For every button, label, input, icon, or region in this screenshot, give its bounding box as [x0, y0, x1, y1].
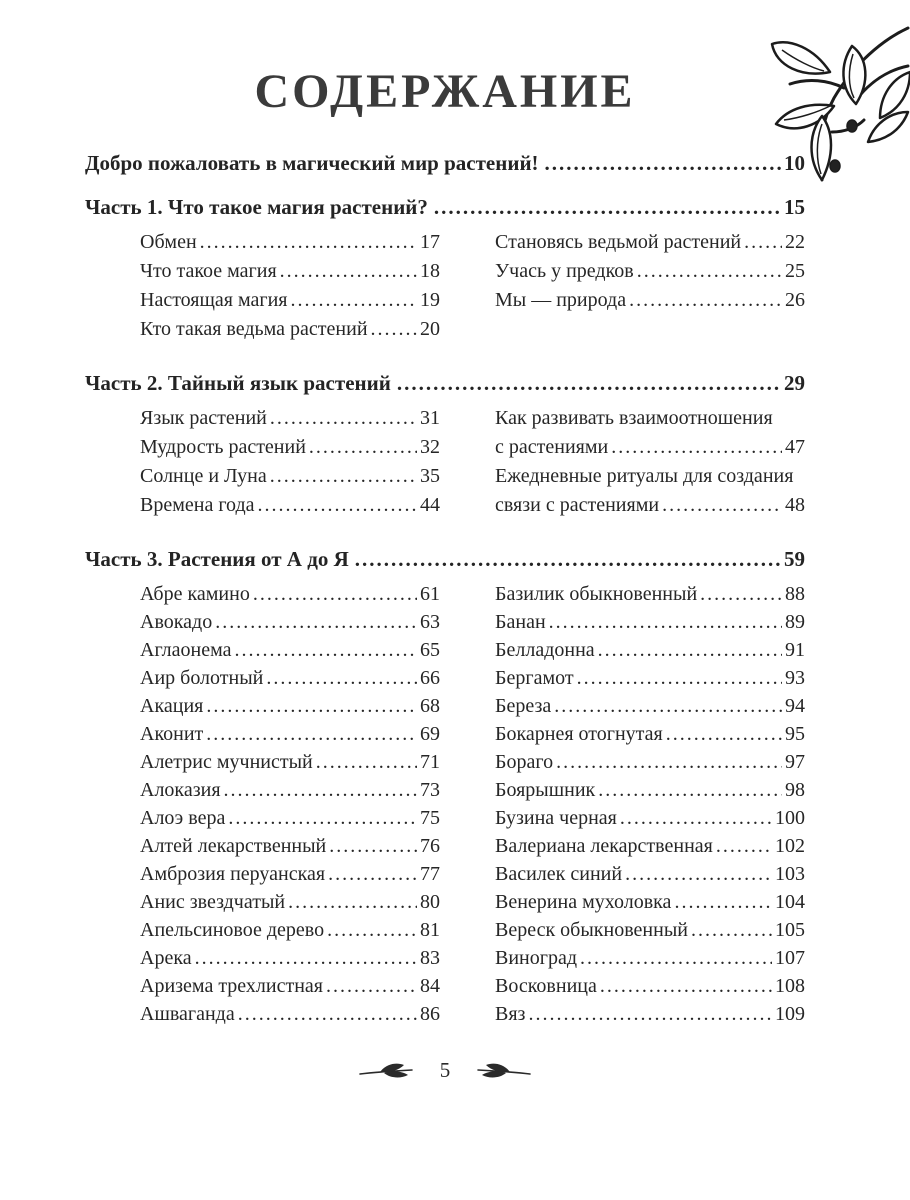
toc-entry-page: 71: [420, 751, 440, 773]
toc-entry-page: 19: [420, 289, 440, 311]
toc-entry-label: Бораго: [495, 751, 554, 773]
toc-entry-page: 48: [785, 494, 805, 516]
toc-entry-label: Акация: [140, 695, 204, 717]
toc-entry: [495, 636, 805, 664]
toc-entry: [495, 944, 805, 972]
leader-dots: [206, 720, 417, 748]
leader-dots: [327, 916, 417, 944]
toc-intro-label: Добро пожаловать в магический мир растений!: [85, 151, 539, 175]
toc-column-left: [85, 228, 440, 344]
leader-dots: [234, 636, 417, 664]
toc-entry-label: Базилик обыкновенный: [495, 583, 698, 605]
leader-dots: [637, 257, 782, 286]
toc-section-heading-page: 29: [784, 371, 805, 395]
toc-entry: [140, 462, 440, 491]
botanical-corner-illustration: [732, 14, 910, 204]
toc-entry-label: Бузина черная: [495, 807, 617, 829]
toc-entry: [140, 972, 440, 1000]
toc-entry: [140, 315, 440, 344]
toc-entry: [495, 776, 805, 804]
toc-entry: [140, 692, 440, 720]
toc-entry: [495, 692, 805, 720]
toc-entry: [140, 888, 440, 916]
toc-entry: [140, 257, 440, 286]
toc-entry-page: 63: [420, 611, 440, 633]
toc-intro: [85, 148, 805, 178]
toc-entry-label: Учась у предков: [495, 260, 634, 282]
toc-entry-label: Язык растений: [140, 407, 267, 429]
toc-entry-label: Береза: [495, 695, 552, 717]
toc-entry-label: Ежедневные ритуалы для создания: [495, 465, 794, 487]
leader-dots: [611, 433, 782, 462]
toc-section: [85, 368, 805, 520]
toc-entry-page: 35: [420, 465, 440, 487]
toc-entry-label: Апельсиновое дерево: [140, 919, 325, 941]
leaf-arrow-ornament-right: [476, 1060, 532, 1080]
toc-entry-label: Аир болотный: [140, 667, 264, 689]
toc-entry-page: 88: [785, 583, 805, 605]
toc-entry-page: 18: [420, 260, 440, 282]
toc-entry-page: 26: [785, 289, 805, 311]
leader-dots: [620, 804, 772, 832]
toc-entry-page: 68: [420, 695, 440, 717]
toc-entry-label: Виноград: [495, 947, 578, 969]
toc-section: [85, 192, 805, 344]
toc-entry: [495, 664, 805, 692]
toc-entry-page: 83: [420, 947, 440, 969]
toc-entry-page: 31: [420, 407, 440, 429]
leader-dots: [554, 692, 782, 720]
table-of-contents: [85, 148, 805, 1028]
leader-dots: [270, 404, 417, 433]
leader-dots: [434, 192, 781, 222]
toc-entry: [495, 608, 805, 636]
toc-entry-label: Ашваганда: [140, 1003, 235, 1025]
toc-column-left: [85, 404, 440, 520]
toc-entry-label: Анис звездчатый: [140, 891, 286, 913]
toc-entry: [495, 404, 805, 462]
toc-entry: [140, 720, 440, 748]
toc-entry-label: Как развивать взаимоотношения: [495, 407, 773, 429]
toc-columns: [85, 404, 805, 520]
toc-section-heading: [85, 544, 805, 574]
toc-section-heading-page: 15: [784, 195, 805, 219]
toc-entry: [495, 491, 805, 520]
toc-entry-page: 98: [785, 779, 805, 801]
toc-entry-label: Алтей лекарственный: [140, 835, 327, 857]
leader-dots: [691, 916, 772, 944]
leader-dots: [206, 692, 417, 720]
toc-entry-page: 22: [785, 231, 805, 253]
toc-entry: [140, 1000, 440, 1028]
toc-entry: [495, 804, 805, 832]
leader-dots: [309, 433, 417, 462]
toc-entry-label: Амброзия перуанская: [140, 863, 326, 885]
toc-entry: [140, 608, 440, 636]
leader-dots: [371, 315, 417, 344]
toc-entry-label: Аглаонема: [140, 639, 232, 661]
toc-entry-page: 32: [420, 436, 440, 458]
toc-entry-page: 66: [420, 667, 440, 689]
toc-entry-page: 102: [775, 835, 805, 857]
toc-section-heading-label: Часть 1. Что такое магия растений?: [85, 195, 428, 219]
leader-dots: [666, 720, 782, 748]
leader-dots: [598, 776, 782, 804]
toc-entry: [140, 748, 440, 776]
toc-entry: [140, 776, 440, 804]
toc-entry-label: Банан: [495, 611, 546, 633]
toc-entry-label: Авокадо: [140, 611, 213, 633]
toc-entry-page: 20: [420, 318, 440, 340]
toc-entry-page: 95: [785, 723, 805, 745]
toc-entry: [140, 804, 440, 832]
toc-entry: [140, 491, 440, 520]
leader-dots: [200, 228, 417, 257]
toc-entry-label: Кто такая ведьма растений: [140, 318, 368, 340]
toc-entry: [495, 832, 805, 860]
leader-dots: [625, 860, 772, 888]
leader-dots: [700, 580, 782, 608]
toc-entry-label: связи с растениями: [495, 494, 660, 516]
leader-dots: [266, 664, 417, 692]
toc-entry-label: Алетрис мучнистый: [140, 751, 313, 773]
toc-entry-label: Белладонна: [495, 639, 595, 661]
toc-entry-label: Боярышник: [495, 779, 596, 801]
toc-entry-label: Абре камино: [140, 583, 250, 605]
toc-entry: [140, 860, 440, 888]
toc-section: [85, 544, 805, 1028]
toc-entry-label: Бокарнея отогнутая: [495, 723, 663, 745]
leader-dots: [598, 636, 782, 664]
toc-entry: [495, 748, 805, 776]
toc-entry-label: Василек синий: [495, 863, 623, 885]
leader-dots: [328, 860, 417, 888]
leader-dots: [577, 664, 782, 692]
page-footer: [85, 1058, 805, 1082]
toc-entry-label: Алоэ вера: [140, 807, 226, 829]
toc-entry: [140, 404, 440, 433]
leader-dots: [258, 491, 417, 520]
leader-dots: [580, 944, 772, 972]
leader-dots: [556, 748, 782, 776]
toc-entry: [495, 860, 805, 888]
toc-entry-label: Становясь ведьмой растений: [495, 231, 742, 253]
toc-columns: [85, 580, 805, 1028]
toc-intro-page: 10: [784, 151, 805, 175]
toc-column-left: [85, 580, 440, 1028]
toc-entry-page: 86: [420, 1003, 440, 1025]
toc-section-heading: [85, 192, 805, 222]
toc-entry-label: Арека: [140, 947, 192, 969]
toc-entry: [495, 1000, 805, 1028]
toc-entry-page: 73: [420, 779, 440, 801]
leader-dots: [195, 944, 417, 972]
toc-column-right: [495, 228, 805, 344]
leader-dots: [253, 580, 417, 608]
toc-entry: [140, 433, 440, 462]
toc-entry-label: Бергамот: [495, 667, 574, 689]
toc-entry: [495, 228, 805, 257]
toc-entry: [140, 832, 440, 860]
toc-entry: [140, 286, 440, 315]
toc-entry: [140, 228, 440, 257]
toc-entry-page: 105: [775, 919, 805, 941]
toc-entry-page: 103: [775, 863, 805, 885]
toc-entry: [495, 916, 805, 944]
leader-dots: [716, 832, 772, 860]
toc-entry-label: с растениями: [495, 436, 609, 458]
toc-entry-page: 109: [775, 1003, 805, 1025]
toc-entry-page: 93: [785, 667, 805, 689]
toc-entry-page: 77: [420, 863, 440, 885]
leader-dots: [224, 776, 417, 804]
toc-entry: [140, 664, 440, 692]
toc-entry-label: Восковница: [495, 975, 597, 997]
toc-section-heading-label: Часть 2. Тайный язык растений: [85, 371, 391, 395]
toc-entry: [495, 462, 805, 520]
leader-dots: [528, 1000, 772, 1028]
leader-dots: [215, 608, 417, 636]
leader-dots: [329, 832, 417, 860]
toc-entry: [495, 433, 805, 462]
toc-columns: [85, 228, 805, 344]
toc-entry-label: Алоказия: [140, 779, 221, 801]
toc-entry-label: Валериана лекарственная: [495, 835, 713, 857]
toc-entry-label: Мы — природа: [495, 289, 627, 311]
folio-page-number: 5: [439, 1058, 451, 1082]
leader-dots: [228, 804, 417, 832]
toc-entry-page: 44: [420, 494, 440, 516]
leader-dots: [238, 1000, 417, 1028]
toc-entry-label: Времена года: [140, 494, 255, 516]
toc-entry: [495, 257, 805, 286]
leader-dots: [316, 748, 417, 776]
toc-entry-label: Вереск обыкновенный: [495, 919, 688, 941]
leader-dots: [326, 972, 417, 1000]
leader-dots: [662, 491, 782, 520]
leader-dots: [629, 286, 782, 315]
toc-entry-page: 76: [420, 835, 440, 857]
toc-entry-page: 69: [420, 723, 440, 745]
toc-entry-label: Настоящая магия: [140, 289, 288, 311]
toc-entry-label: Что такое магия: [140, 260, 277, 282]
leader-dots: [270, 462, 417, 491]
toc-entry-label: Солнце и Луна: [140, 465, 267, 487]
toc-entry: [495, 972, 805, 1000]
toc-entry-page: 75: [420, 807, 440, 829]
toc-column-right: [495, 404, 805, 520]
toc-entry-page: 89: [785, 611, 805, 633]
leader-dots: [744, 228, 782, 257]
toc-entry-page: 100: [775, 807, 805, 829]
toc-entry: [140, 916, 440, 944]
toc-entry-label: Обмен: [140, 231, 197, 253]
toc-section-heading-label: Часть 3. Растения от А до Я: [85, 547, 349, 571]
toc-entry-page: 25: [785, 260, 805, 282]
leader-dots: [288, 888, 417, 916]
leader-dots: [355, 544, 781, 574]
toc-entry-label: Мудрость растений: [140, 436, 306, 458]
toc-section-heading-page: 59: [784, 547, 805, 571]
toc-entry-page: 65: [420, 639, 440, 661]
leaf-arrow-ornament-left: [358, 1060, 414, 1080]
toc-entry: [140, 580, 440, 608]
leader-dots: [290, 286, 417, 315]
toc-entry-label: Аконит: [140, 723, 204, 745]
toc-entry-page: 97: [785, 751, 805, 773]
toc-entry-page: 61: [420, 583, 440, 605]
toc-entry-page: 108: [775, 975, 805, 997]
leader-dots: [549, 608, 782, 636]
toc-entry-page: 81: [420, 919, 440, 941]
toc-entry: [495, 720, 805, 748]
leader-dots: [280, 257, 417, 286]
toc-entry: [495, 580, 805, 608]
toc-entry-page: 84: [420, 975, 440, 997]
toc-entry-page: 17: [420, 231, 440, 253]
page-title: СОДЕРЖАНИЕ: [254, 65, 636, 118]
toc-column-right: [495, 580, 805, 1028]
toc-section-heading: [85, 368, 805, 398]
toc-entry: [140, 944, 440, 972]
toc-entry-label: Аризема трехлистная: [140, 975, 323, 997]
toc-entry: [495, 286, 805, 315]
toc-entry-label: Вяз: [495, 1003, 526, 1025]
leader-dots: [674, 888, 772, 916]
toc-entry-page: 91: [785, 639, 805, 661]
leader-dots: [397, 368, 781, 398]
toc-entry-page: 80: [420, 891, 440, 913]
toc-entry: [495, 888, 805, 916]
toc-entry-page: 47: [785, 436, 805, 458]
toc-entry: [140, 636, 440, 664]
toc-entry-page: 94: [785, 695, 805, 717]
leader-dots: [600, 972, 772, 1000]
toc-entry-page: 104: [775, 891, 805, 913]
toc-entry-label: Венерина мухоловка: [495, 891, 672, 913]
toc-entry-page: 107: [775, 947, 805, 969]
